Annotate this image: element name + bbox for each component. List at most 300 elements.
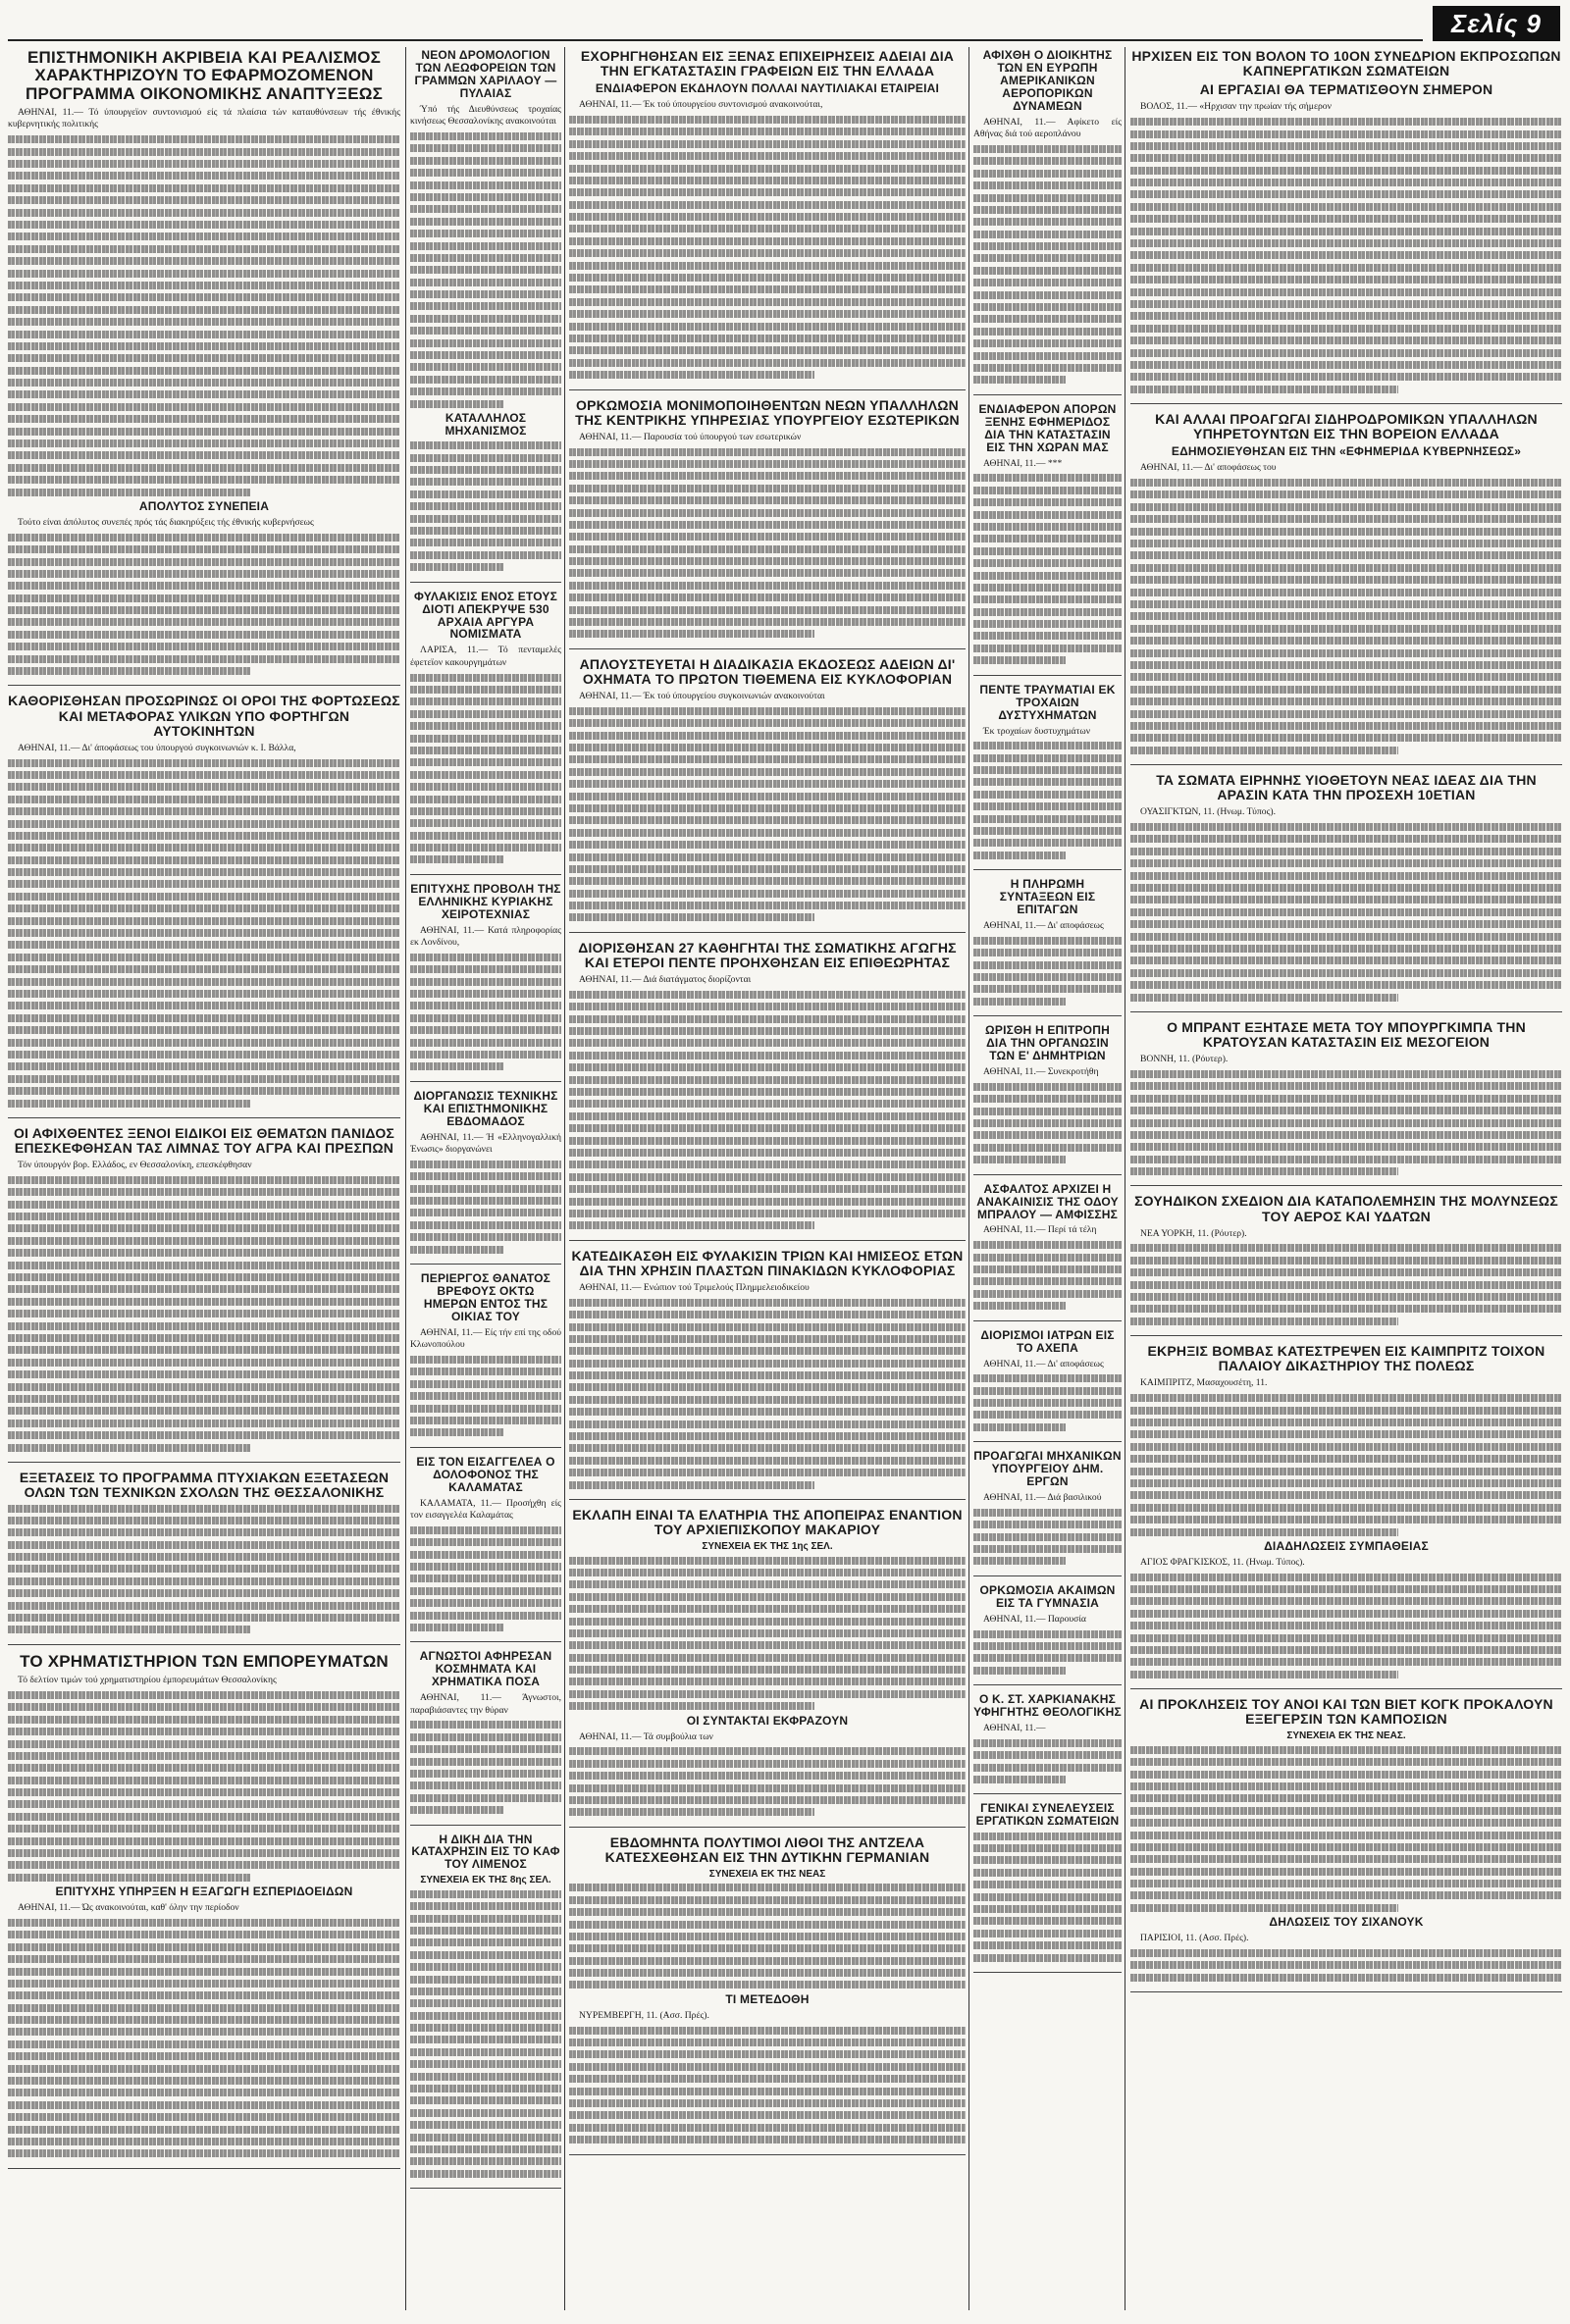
body-text-line	[973, 547, 1122, 555]
body-text-line	[410, 2048, 561, 2056]
body-text-line	[410, 1368, 561, 1375]
body-text-line	[569, 582, 966, 590]
body-text-line	[973, 1642, 1122, 1650]
body-text-line	[1130, 1819, 1562, 1827]
article	[1130, 1018, 1562, 1187]
body-text-line	[569, 2075, 966, 2083]
body-text-line	[973, 1739, 1122, 1747]
subheading: ΚΑΤΑΛΛΗΛΟΣ ΜΗΧΑΝΙΣΜΟΣ	[445, 411, 527, 438]
body-text-line	[569, 1569, 966, 1576]
body-text-line	[8, 1553, 400, 1561]
body-text-line	[1130, 933, 1562, 941]
body-text-line	[410, 1526, 561, 1534]
body-text-line	[569, 485, 966, 492]
body-text-line	[1130, 1868, 1562, 1876]
body-text-line	[1130, 1891, 1562, 1899]
body-text-line	[973, 584, 1122, 592]
body-text-line	[1130, 969, 1562, 977]
body-text-line	[8, 1728, 400, 1735]
body-text-line	[8, 1224, 400, 1232]
body-text-line	[973, 1411, 1122, 1419]
body-text-line	[569, 2099, 966, 2107]
body-text-line	[1130, 1268, 1562, 1276]
body-text-line	[8, 1614, 400, 1622]
body-text-line	[973, 1119, 1122, 1127]
body-text-line	[410, 990, 561, 998]
body-text-line	[8, 354, 400, 362]
body-text-line	[410, 783, 561, 791]
body-text-line	[8, 439, 400, 447]
body-text-line	[973, 1844, 1122, 1852]
body-text-line	[569, 1796, 966, 1804]
body-text-line	[8, 2077, 400, 2085]
body-text-line	[973, 645, 1122, 652]
article-lead: ΑΘΗΝΑΙ, 11.— Ώς ανακοινούται, καθ' όλην την περίοδον	[18, 1902, 239, 1914]
body-text-line	[8, 390, 400, 398]
body-text-line	[973, 1776, 1066, 1783]
body-text-line	[569, 1063, 966, 1071]
body-text-line	[973, 1399, 1122, 1407]
body-text-line	[973, 839, 1122, 847]
article	[8, 1651, 400, 2169]
article	[973, 401, 1122, 676]
body-text-line	[1130, 479, 1562, 487]
body-text-line	[8, 221, 400, 229]
body-text-line	[1130, 1516, 1562, 1524]
body-text-line	[1130, 600, 1562, 608]
top-rule	[8, 39, 1423, 41]
body-text-line	[8, 2052, 400, 2060]
body-text-line	[1130, 1597, 1562, 1605]
body-text-line	[8, 1716, 400, 1724]
body-text-line	[8, 856, 400, 864]
headline: ΕΧΟΡΗΓΗΘΗΣΑΝ ΕΙΣ ΞΕΝΑΣ ΕΠΙΧΕΙΡΗΣΕΙΣ ΑΔΕΙΑΙ ΔΙΑ ΤΗΝ ΕΓΚΑΤΑΣΤΑΣΙΝ ΓΡΑΦΕΙΩΝ ΕΙΣ ΤΗΝ ΕΛΛΑΔΑ	[580, 48, 955, 79]
body-text-line	[973, 1156, 1066, 1163]
article-lead: ΑΘΗΝΑΙ, 11.— Ή «Ελληνογαλλική Ένωσις» διοργανώνει	[410, 1131, 561, 1156]
body-text-line	[569, 1772, 966, 1780]
body-text-line	[973, 1917, 1122, 1925]
body-text-line	[8, 331, 400, 338]
body-text-line	[569, 177, 966, 184]
body-text-line	[569, 509, 966, 517]
body-text-line	[8, 1285, 400, 1293]
body-text-line	[410, 2024, 561, 2032]
body-text-line	[8, 1322, 400, 1330]
article-lead: Έκ τροχαίων δυστυχημάτων	[983, 725, 1091, 737]
body-text-line	[1130, 312, 1562, 320]
article	[410, 1832, 561, 2190]
body-text-line	[410, 181, 561, 189]
body-text-line	[8, 1602, 400, 1610]
body-text-line	[8, 643, 400, 650]
body-text-line	[1130, 264, 1562, 272]
body-text-line	[1130, 1443, 1562, 1451]
body-text-line	[8, 807, 400, 815]
body-text-line	[410, 674, 561, 682]
body-text-line	[8, 783, 400, 791]
body-text-line	[410, 771, 561, 779]
body-text-line	[8, 342, 400, 350]
article-lead: ΑΘΗΝΑΙ, 11.— Παρουσία τού ύπουργού των εσωτερικών	[579, 431, 802, 442]
body-text-line	[410, 1927, 561, 1935]
body-text-line	[1130, 130, 1562, 138]
body-text-line	[1130, 1634, 1562, 1642]
body-text-line	[8, 1813, 400, 1821]
article-lead: ΑΘΗΝΑΙ, 11.— Άγνωστοι, παραβιάσαντες την θύραν	[410, 1692, 561, 1716]
body-text-line	[1130, 1585, 1562, 1593]
body-text-line	[569, 606, 966, 614]
body-text-line	[8, 844, 400, 852]
body-text-line	[973, 254, 1122, 262]
body-text-line	[1130, 1961, 1562, 1969]
body-text-line	[410, 400, 503, 408]
body-text-line	[8, 832, 400, 840]
body-text-line	[1130, 823, 1562, 831]
body-text-line	[973, 1654, 1122, 1662]
body-text-line	[8, 1861, 400, 1869]
body-text-line	[1130, 373, 1562, 381]
body-text-line	[569, 1457, 966, 1465]
body-text-line	[569, 2050, 966, 2058]
column-2	[410, 47, 561, 2312]
article-lead: Ύπό τής Διευθύνσεως τροχαίας κινήσεως Θεσσαλονίκης ανακοινούται	[410, 103, 561, 128]
body-text-line	[569, 1003, 966, 1010]
article-lead: ΚΑΛΑΜΑΤΑ, 11.— Προσήχθη είς τον εισαγγελέα Καλαμάτας	[410, 1497, 561, 1522]
body-text-line	[569, 991, 966, 999]
article	[410, 1270, 561, 1448]
body-text-line	[410, 1563, 561, 1571]
body-text-line	[8, 403, 400, 411]
body-text-line	[569, 460, 966, 468]
body-text-line	[410, 193, 561, 201]
body-text-line	[410, 1051, 561, 1059]
body-text-line	[8, 618, 400, 626]
article-lead: ΑΘΗΝΑΙ, 11.— Διά βασιλικού	[983, 1492, 1102, 1504]
body-text-line	[569, 1957, 966, 1965]
body-text-line	[973, 474, 1122, 482]
body-text-line	[569, 569, 966, 577]
body-text-line	[8, 1764, 400, 1772]
article	[1130, 1342, 1562, 1689]
body-text-line	[569, 1969, 966, 1977]
body-text-line	[569, 2111, 966, 2119]
body-text-line	[8, 1249, 400, 1257]
body-text-line	[569, 116, 966, 124]
body-text-line	[973, 1254, 1122, 1262]
body-text-line	[973, 620, 1122, 628]
body-text-line	[569, 1981, 966, 1988]
body-text-line	[569, 1137, 966, 1145]
article	[569, 939, 966, 1241]
body-text-line	[8, 464, 400, 472]
body-text-line	[8, 1849, 400, 1857]
body-text-line	[410, 266, 561, 274]
headline: ΤΑ ΣΩΜΑΤΑ ΕΙΡΗΝΗΣ ΥΙΟΘΕΤΟΥΝ ΝΕΑΣ ΙΔΕΑΣ ΔΙΑ ΤΗΝ ΑΡΑΣΙΝ ΚΑΤΑ ΤΗΝ ΠΡΟΣΕΧΗ 10ΕΤΙΑΝ	[1156, 772, 1537, 803]
body-text-line	[8, 2113, 400, 2121]
body-text-line	[410, 1380, 561, 1388]
article-lead: ΑΘΗΝΑΙ, 11.—	[983, 1723, 1046, 1734]
body-text-line	[8, 1955, 400, 1963]
body-text-line	[410, 1612, 561, 1620]
continuation-note: ΣΥΝΕΧΕΙΑ ΕΚ ΤΗΣ ΝΕΑΣ.	[1286, 1730, 1406, 1742]
headline: ΔΙΟΡΙΣΘΗΣΑΝ 27 ΚΑΘΗΓΗΤΑΙ ΤΗΣ ΣΩΜΑΤΙΚΗΣ ΑΓΩΓΗΣ ΚΑΙ ΕΤΕΡΟΙ ΠΕΝΤΕ ΠΡΟΗΧΘΗΣΑΝ ΕΙΣ ΕΠΙΘΕΩΡΗΤΑΣ	[578, 939, 957, 970]
body-text-line	[973, 1241, 1122, 1249]
body-text-line	[1130, 589, 1562, 596]
article	[1130, 47, 1562, 404]
body-text-line	[410, 1405, 561, 1413]
article-lead: ΠΑΡΙΣΙΟΙ, 11. (Ασσ. Πρές).	[1140, 1933, 1249, 1944]
headline: ΕΚΛΑΠΗ ΕΙΝΑΙ ΤΑ ΕΛΑΤΗΡΙΑ ΤΗΣ ΑΠΟΠΕΙΡΑΣ ΕΝΑΝΤΙΟΝ ΤΟΥ ΑΡΧΙΕΠΙΣΚΟΠΟΥ ΜΑΚΑΡΙΟΥ	[572, 1506, 963, 1538]
body-text-line	[1130, 848, 1562, 855]
body-text-line	[8, 1201, 400, 1209]
body-text-line	[410, 1733, 561, 1741]
subheadline: ΕΔΗΜΟΣΙΕΥΘΗΣΑΝ ΕΙΣ ΤΗΝ «ΕΦΗΜΕΡΙΔΑ ΚΥΒΕΡΝΗΣΕΩΣ»	[1171, 444, 1522, 459]
body-text-line	[569, 1420, 966, 1428]
body-text-line	[8, 1370, 400, 1378]
body-text-line	[1130, 859, 1562, 867]
headline: Ο ΜΠΡΑΝΤ ΕΞΗΤΑΣΕ ΜΕΤΑ ΤΟΥ ΜΠΟΥΡΓΚΙΜΠΑ ΤΗΝ ΚΡΑΤΟΥΣΑΝ ΚΑΤΑΣΤΑΣΙΝ ΕΙΣ ΜΕΣΟΓΕΙΟΝ	[1167, 1018, 1526, 1051]
body-text-line	[1130, 747, 1398, 754]
body-text-line	[569, 1052, 966, 1059]
body-text-line	[410, 954, 561, 961]
body-text-line	[410, 1172, 561, 1180]
body-text-line	[8, 293, 400, 301]
body-text-line	[1130, 1455, 1562, 1463]
headline: ΑΣΦΑΛΤΟΣ ΑΡΧΙΖΕΙ Η ΑΝΑΚΑΙΝΙΣΙΣ ΤΗΣ ΟΔΟΥ ΜΠΡΑΛΟΥ — ΑΜΦΙΣΣΗΣ	[976, 1181, 1119, 1221]
article-lead: ΑΓΙΟΣ ΦΡΑΓΚΙΣΚΟΣ, 11. (Ηνωμ. Τύπος).	[1140, 1556, 1305, 1568]
body-text-line	[973, 754, 1122, 762]
body-text-line	[569, 262, 966, 270]
body-text-line	[8, 2126, 400, 2134]
body-text-line	[973, 364, 1122, 372]
headline: ΕΚΡΗΞΙΣ ΒΟΜΒΑΣ ΚΑΤΕΣΤΡΕΨΕΝ ΕΙΣ ΚΑΙΜΠΡΙΤΖ ΤΟΙΧΟΝ ΠΑΛΑΙΟΥ ΔΙΚΑΣΤΗΡΙΟΥ ΤΗΣ ΠΟΛΕΩΣ	[1147, 1343, 1545, 1374]
body-text-line	[973, 852, 1066, 859]
body-text-line	[410, 1587, 561, 1595]
body-text-line	[8, 582, 400, 590]
body-text-line	[973, 535, 1122, 542]
body-text-line	[410, 1624, 503, 1631]
body-text-line	[410, 796, 561, 803]
body-text-line	[569, 1015, 966, 1023]
body-text-line	[569, 1618, 966, 1626]
body-text-line	[973, 985, 1122, 993]
body-text-line	[569, 128, 966, 135]
body-text-line	[569, 1383, 966, 1391]
body-text-line	[8, 1395, 400, 1403]
body-text-line	[569, 816, 966, 824]
body-text-line	[569, 448, 966, 456]
subheading: ΤΙ ΜΕΤΕΔΟΘΗ	[725, 1991, 810, 2006]
body-text-line	[410, 2060, 561, 2068]
body-text-line	[8, 1188, 400, 1196]
column-3	[569, 47, 966, 2312]
headline: ΕΠΙΤΥΧΗΣ ΠΡΟΒΟΛΗ ΤΗΣ ΕΛΛΗΝΙΚΗΣ ΚΥΡΙΑΚΗΣ ΧΕΙΡΟΤΕΧΝΙΑΣ	[410, 881, 561, 921]
body-text-line	[973, 1751, 1122, 1759]
body-text-line	[8, 2065, 400, 2073]
column-1	[8, 47, 400, 2312]
body-text-line	[410, 1417, 561, 1424]
body-text-line	[410, 290, 561, 298]
body-text-line	[8, 184, 400, 192]
body-text-line	[1130, 734, 1562, 742]
body-text-line	[569, 1173, 966, 1181]
body-text-line	[8, 1407, 400, 1415]
body-text-line	[973, 998, 1066, 1006]
body-text-line	[569, 2124, 966, 2132]
body-text-line	[1130, 251, 1562, 259]
body-text-line	[973, 778, 1122, 786]
body-text-line	[973, 206, 1122, 214]
body-text-line	[569, 1408, 966, 1416]
body-text-line	[8, 1039, 400, 1047]
body-text-line	[973, 157, 1122, 165]
body-text-line	[410, 254, 561, 262]
body-text-line	[1130, 1281, 1562, 1289]
body-text-line	[1130, 1407, 1562, 1415]
article	[973, 682, 1122, 871]
column-divider	[968, 47, 969, 2310]
body-text-line	[8, 135, 400, 143]
article	[973, 1327, 1122, 1443]
article	[8, 1469, 400, 1645]
body-text-line	[1130, 661, 1562, 669]
body-text-line	[8, 904, 400, 912]
body-text-line	[1130, 349, 1562, 357]
article-lead: ΑΘΗΝΑΙ, 11.— Έκ τού ύπουργείου συντονισμού ανακοινούται,	[579, 99, 823, 111]
body-text-line	[8, 545, 400, 553]
body-text-line	[1130, 1468, 1562, 1475]
article	[569, 1506, 966, 1828]
body-text-line	[410, 855, 503, 863]
body-text-line	[8, 570, 400, 578]
subheading: ΔΗΛΩΣΕΙΣ ΤΟΥ ΣΙΧΑΝΟΥΚ	[1269, 1915, 1424, 1930]
article	[8, 47, 400, 686]
body-text-line	[410, 758, 561, 766]
body-text-line	[410, 132, 561, 140]
headline: ΔΙΟΡΓΑΝΩΣΙΣ ΤΕΧΝΙΚΗΣ ΚΑΙ ΕΠΙΣΤΗΜΟΝΙΚΗΣ ΕΒΔΟΜΑΔΟΣ	[413, 1088, 558, 1128]
article	[1130, 771, 1562, 1012]
body-text-line	[8, 1968, 400, 1976]
body-text-line	[410, 1890, 561, 1898]
body-text-line	[569, 804, 966, 812]
body-text-line	[1130, 1143, 1562, 1151]
body-text-line	[973, 194, 1122, 202]
body-text-line	[8, 1383, 400, 1391]
body-text-line	[410, 1392, 561, 1400]
subheadline: ΕΝΔΙΑΦΕΡΟΝ ΕΚΔΗΛΟΥΝ ΠΟΛΛΑΙ ΝΑΥΤΙΛΙΑΚΑΙ ΕΤΑΙΡΕΙΑΙ	[595, 81, 940, 96]
article	[410, 1088, 561, 1265]
body-text-line	[410, 1062, 503, 1070]
body-text-line	[410, 1551, 561, 1559]
body-text-line	[8, 282, 400, 289]
body-text-line	[1130, 625, 1562, 633]
body-text-line	[410, 1758, 561, 1766]
body-text-line	[1130, 1070, 1562, 1078]
body-text-line	[973, 949, 1122, 956]
article	[8, 692, 400, 1117]
body-text-line	[569, 298, 966, 306]
body-text-line	[569, 2027, 966, 2035]
headline: ΓΕΝΙΚΑΙ ΣΥΝΕΛΕΥΣΕΙΣ ΕΡΓΑΤΙΚΩΝ ΣΩΜΑΤΕΙΩΝ	[975, 1801, 1120, 1829]
body-text-line	[973, 1521, 1122, 1528]
body-text-line	[8, 1026, 400, 1034]
body-text-line	[410, 339, 561, 347]
article	[569, 47, 966, 390]
body-text-line	[569, 310, 966, 318]
column-4	[973, 47, 1122, 2312]
body-text-line	[973, 1387, 1122, 1395]
body-text-line	[8, 893, 400, 901]
body-text-line	[1130, 686, 1562, 694]
article-lead: ΑΘΗΝΑΙ, 11.— Έκ τού ύπουργείου συγκοινωνιών ανακοινούται	[579, 691, 825, 702]
body-text-line	[8, 954, 400, 961]
body-text-line	[410, 1782, 561, 1789]
body-text-line	[410, 1233, 561, 1241]
body-text-line	[1130, 167, 1562, 175]
body-text-line	[8, 160, 400, 168]
headline: ΚΑΘΟΡΙΣΘΗΣΑΝ ΠΡΟΣΩΡΙΝΩΣ ΟΙ ΟΡΟΙ ΤΗΣ ΦΟΡΤΩΣΕΩΣ ΚΑΙ ΜΕΤΑΦΟΡΑΣ ΥΛΙΚΩΝ ΥΠΟ ΦΟΡΤΗΓΩΝ ΑΥΤΟΚΙΝΗΤΩΝ	[8, 693, 400, 739]
body-text-line	[8, 1359, 400, 1367]
body-text-line	[410, 144, 561, 152]
body-text-line	[410, 1963, 561, 1971]
article	[973, 876, 1122, 1016]
body-text-line	[569, 829, 966, 837]
article-lead: ΑΘΗΝΑΙ, 11.— Δι' αποφάσεως	[983, 920, 1104, 932]
body-text-line	[8, 1541, 400, 1549]
body-text-line	[410, 1026, 561, 1034]
body-text-line	[569, 472, 966, 480]
body-text-line	[973, 181, 1122, 189]
body-text-line	[8, 1310, 400, 1317]
body-text-line	[973, 1667, 1066, 1675]
body-text-line	[973, 145, 1122, 153]
headline: ΟΡΚΩΜΟΣΙΑ ΑΚΑΙΜΩΝ ΕΙΣ ΤΑ ΓΥΜΝΑΣΙΑ	[979, 1582, 1116, 1610]
body-text-line	[1130, 361, 1562, 369]
body-text-line	[8, 796, 400, 803]
body-text-line	[410, 1197, 561, 1205]
body-text-line	[569, 1702, 814, 1710]
body-text-line	[569, 2063, 966, 2071]
body-text-line	[569, 2088, 966, 2095]
body-text-line	[1130, 896, 1562, 904]
body-text-line	[569, 225, 966, 232]
body-text-line	[569, 1481, 814, 1489]
body-text-line	[1130, 1746, 1562, 1754]
body-text-line	[410, 1902, 561, 1910]
body-text-line	[1130, 981, 1562, 989]
body-text-line	[8, 534, 400, 542]
headline: ΑΙ ΠΡΟΚΛΗΣΕΙΣ ΤΟΥ ΑΝΟΙ ΚΑΙ ΤΩΝ ΒΙΕΤ ΚΟΓΚ ΠΡΟΚΑΛΟΥΝ ΕΞΕΓΕΡΣΙΝ ΤΩΝ ΚΑΜΠΟΣΙΩΝ	[1139, 1696, 1553, 1728]
body-text-line	[973, 1869, 1122, 1877]
body-text-line	[973, 1764, 1122, 1772]
body-text-line	[973, 352, 1122, 360]
body-text-line	[569, 793, 966, 800]
body-text-line	[973, 572, 1122, 580]
headline: ΤΟ ΧΡΗΜΑΤΙΣΤΗΡΙΟΝ ΤΩΝ ΕΜΠΟΡΕΥΜΑΤΩΝ	[20, 1651, 389, 1671]
body-text-line	[1130, 710, 1562, 718]
headline: ΩΡΙΣΘΗ Η ΕΠΙΤΡΟΠΗ ΔΙΑ ΤΗΝ ΟΡΓΑΝΩΣΙΝ ΤΩΝ Ε' ΔΗΜΗΤΡΙΩΝ	[985, 1023, 1110, 1063]
body-text-line	[410, 2085, 561, 2092]
body-text-line	[973, 1545, 1122, 1553]
body-text-line	[569, 557, 966, 565]
body-text-line	[569, 877, 966, 885]
body-text-line	[569, 346, 966, 354]
body-text-line	[8, 868, 400, 876]
body-text-line	[569, 1185, 966, 1193]
body-text-line	[410, 2012, 561, 2020]
body-text-line	[569, 323, 966, 331]
body-text-line	[569, 1884, 966, 1891]
